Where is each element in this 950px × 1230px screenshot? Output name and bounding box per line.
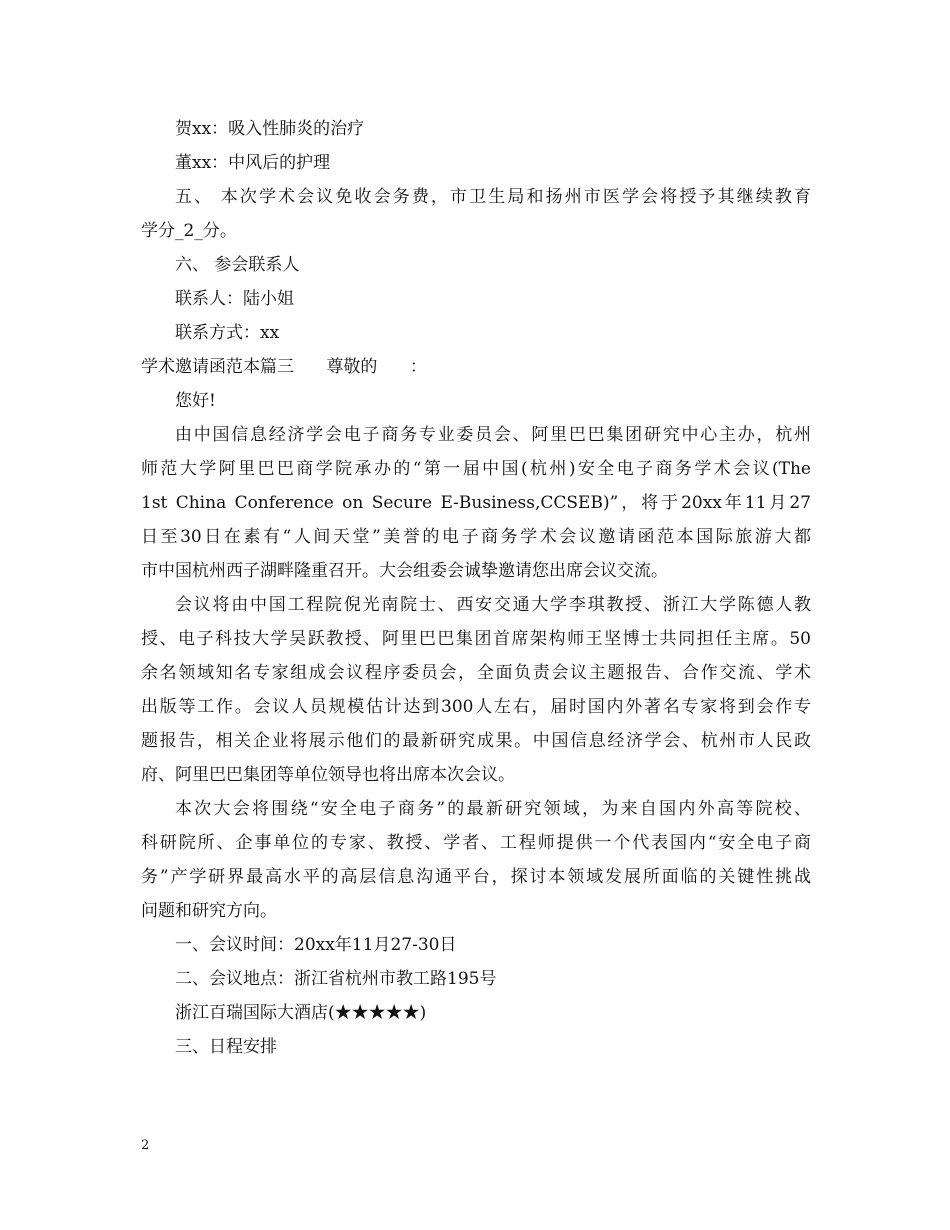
paragraph-intro [141, 418, 811, 588]
text-line: 题报告，相关企业将展示他们的最新研究成果。中国信息经济学会、杭州市人民政 [141, 731, 811, 751]
schedule-heading: 三、日程安排 [175, 1037, 277, 1057]
text-line: 府、阿里巴巴集团等单位领导也将出席本次会议。 [141, 765, 515, 785]
page-number: 2 [141, 1138, 150, 1153]
text-line: 科研院所、企事单位的专家、教授、学者、工程师提供一个代表国内“安全电子商 [141, 833, 811, 853]
text-line: 师范大学阿里巴巴商学院承办的“第一届中国(杭州)安全电子商务学术会议(The [141, 459, 811, 479]
paragraph-committee [141, 588, 811, 792]
text-line: 出版等工作。会议人员规模估计达到300人左右，届时国内外著名专家将到会作专 [141, 697, 811, 717]
text-line: 学分_2_分。 [141, 221, 237, 241]
paragraph-theme [141, 792, 811, 928]
text-line: 由中国信息经济学会电子商务专业委员会、阿里巴巴集团研究中心主办，杭州 [175, 425, 811, 445]
contact-method: 联系方式：xx [175, 323, 280, 343]
hotel-name: 浙江百瑞国际大酒店(★★★★★) [175, 1003, 427, 1023]
text-line: 余名领域知名专家组成会议程序委员会，全面负责会议主题报告、合作交流、学术 [141, 663, 811, 683]
text-line: 五、 本次学术会议免收会务费，市卫生局和扬州市医学会将授予其继续教育 [175, 187, 811, 207]
text-line: 市中国杭州西子湖畔隆重召开。大会组委会诚挚邀请您出席会议交流。 [141, 561, 668, 581]
meeting-time: 一、会议时间：20xx年11月27-30日 [175, 935, 457, 955]
section-five-paragraph [141, 180, 811, 248]
text-line: 1st China Conference on Secure E-Business,CCSEB)”，将于20xx年11月27 [141, 493, 811, 513]
text-line: 本次大会将围绕“安全电子商务”的最新研究领域，为来自国内外高等院校、 [175, 799, 811, 819]
text-line: 问题和研究方向。 [141, 901, 277, 921]
text-line: 日至30日在素有“人间天堂”美誉的电子商务学术会议邀请函范本国际旅游大都 [141, 527, 811, 547]
text-line: 董xx：中风后的护理 [175, 153, 331, 173]
document-body [141, 112, 811, 1064]
contact-person: 联系人：陆小姐 [175, 289, 294, 309]
section-six-heading: 六、 参会联系人 [175, 255, 300, 275]
meeting-place: 二、会议地点：浙江省杭州市教工路195号 [175, 969, 497, 989]
text-line: 务”产学研界最高水平的高层信息沟通平台，探讨本领域发展所面临的关键性挑战 [141, 867, 811, 887]
text-line: 贺xx：吸入性肺炎的治疗 [175, 119, 365, 139]
greeting: 您好! [175, 391, 216, 411]
invitation-header: 学术邀请函范本篇三 尊敬的 ： [141, 357, 427, 377]
text-line: 授、电子科技大学吴跃教授、阿里巴巴集团首席架构师王坚博士共同担任主席。50 [141, 629, 811, 649]
text-line: 会议将由中国工程院倪光南院士、西安交通大学李琪教授、浙江大学陈德人教 [175, 595, 811, 615]
